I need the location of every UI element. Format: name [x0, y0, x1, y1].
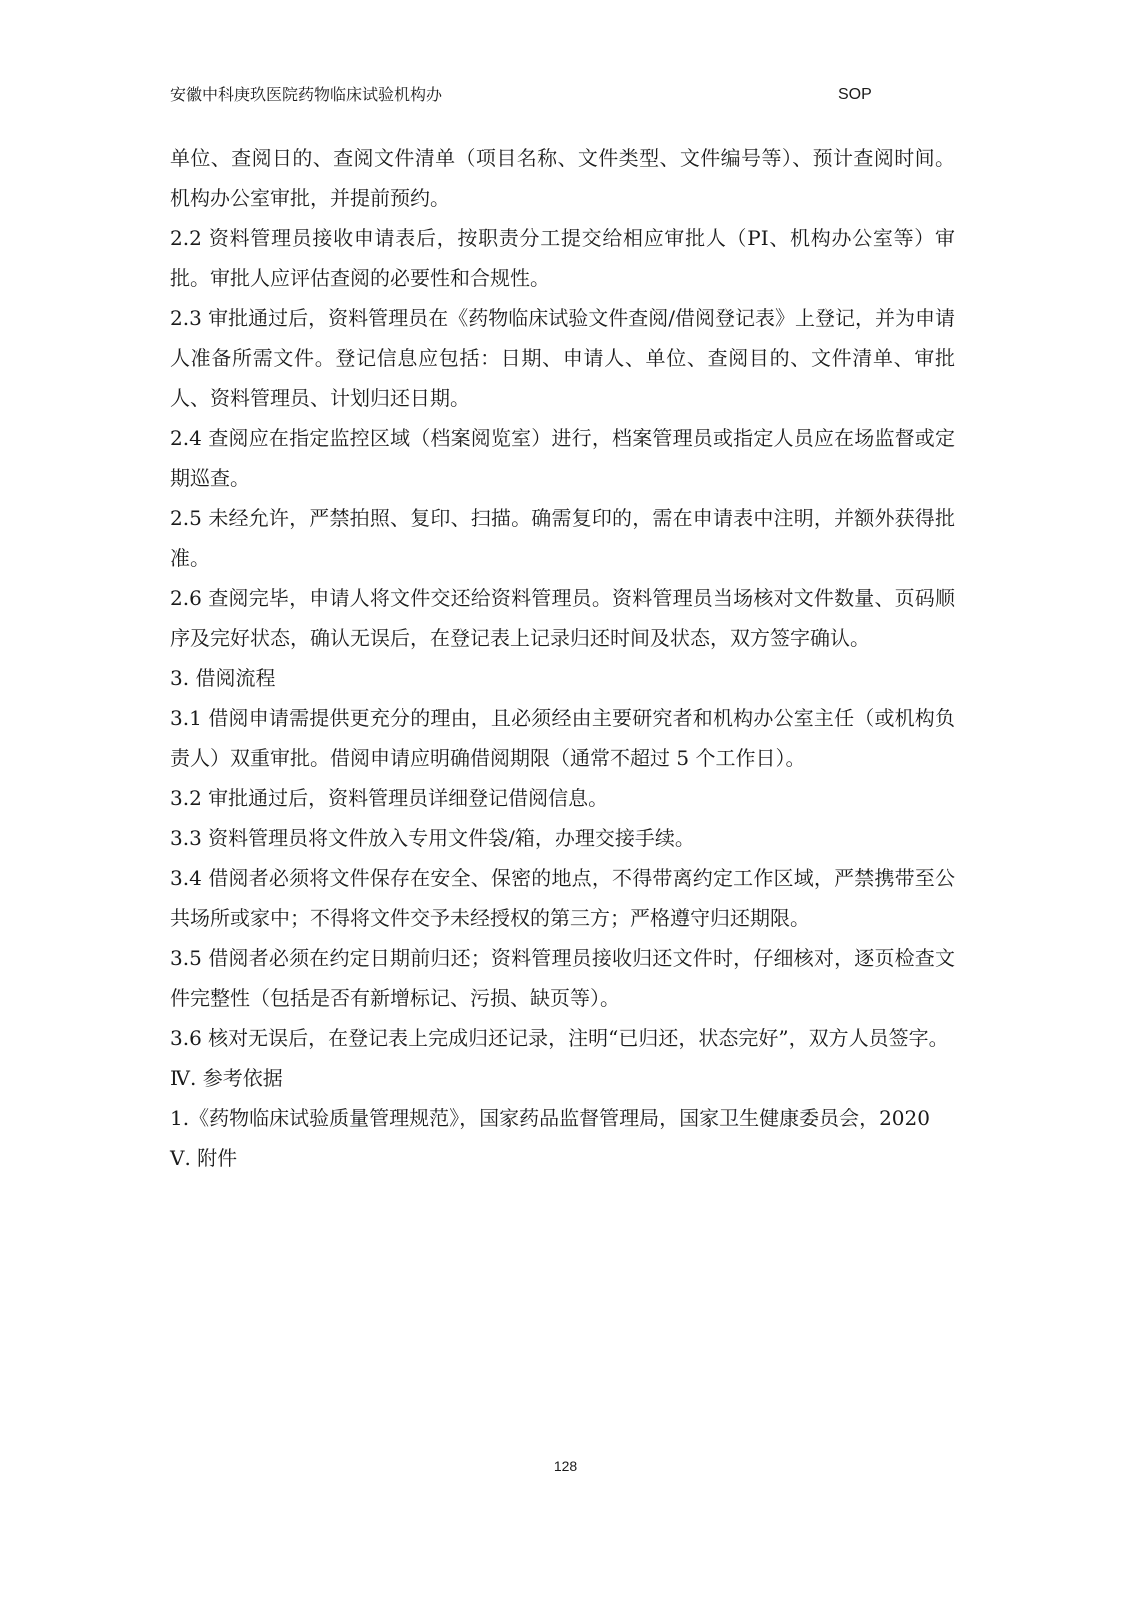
section-heading-attachments: Ⅴ. 附件 — [170, 1146, 238, 1170]
section-heading-borrowing: 3. 借阅流程 — [170, 666, 276, 690]
reference-item-1: 1.《药物临床试验质量管理规范》，国家药品监督管理局，国家卫生健康委员会，2020 — [170, 1106, 930, 1130]
page-number: 128 — [553, 1458, 578, 1474]
paragraph-3-5: 3.5 借阅者必须在约定日期前归还；资料管理员接收归还文件时，仔细核对，逐页检查文件完整性（包括是否有新增标记、污损、缺页等）。 — [170, 946, 955, 1010]
header-organization: 安徽中科庚玖医院药物临床试验机构办 — [170, 85, 443, 104]
paragraph-2-3: 2.3 审批通过后，资料管理员在《药物临床试验文件查阅/借阅登记表》上登记，并为申请人准备所需文件。登记信息应包括：日期、申请人、单位、查阅目的、文件清单、审批人、资料管理员、计划归还日期。 — [170, 306, 955, 410]
section-heading-references: Ⅳ. 参考依据 — [170, 1066, 283, 1090]
paragraph-3-1: 3.1 借阅申请需提供更充分的理由，且必须经由主要研究者和机构办公室主任（或机构负责人）双重审批。借阅申请应明确借阅期限（通常不超过 5 个工作日）。 — [170, 706, 955, 770]
header-doc-type: SOP — [838, 86, 872, 103]
document-body — [170, 138, 955, 1178]
page-header — [170, 82, 970, 108]
paragraph-2-2: 2.2 资料管理员接收申请表后，按职责分工提交给相应审批人（PI、机构办公室等）审批。审批人应评估查阅的必要性和合规性。 — [170, 226, 955, 290]
paragraph-2-5: 2.5 未经允许，严禁拍照、复印、扫描。确需复印的，需在申请表中注明，并额外获得批准。 — [170, 506, 955, 570]
paragraph-3-3: 3.3 资料管理员将文件放入专用文件袋/箱，办理交接手续。 — [170, 826, 695, 850]
paragraph-purpose-continued: 单位、查阅日的、查阅文件清单（项目名称、文件类型、文件编号等）、预计查阅时间。机构办公室审批，并提前预约。 — [170, 146, 955, 210]
paragraph-2-4: 2.4 查阅应在指定监控区域（档案阅览室）进行，档案管理员或指定人员应在场监督或定期巡查。 — [170, 426, 955, 490]
paragraph-2-6: 2.6 查阅完毕，申请人将文件交还给资料管理员。资料管理员当场核对文件数量、页码顺序及完好状态，确认无误后，在登记表上记录归还时间及状态，双方签字确认。 — [170, 586, 955, 650]
paragraph-3-6: 3.6 核对无误后，在登记表上完成归还记录，注明“已归还，状态完好”，双方人员签字。 — [170, 1026, 949, 1050]
paragraph-3-2: 3.2 审批通过后，资料管理员详细登记借阅信息。 — [170, 786, 609, 810]
paragraph-3-4: 3.4 借阅者必须将文件保存在安全、保密的地点，不得带离约定工作区域，严禁携带至公共场所或家中；不得将文件交予未经授权的第三方；严格遵守归还期限。 — [170, 866, 955, 930]
